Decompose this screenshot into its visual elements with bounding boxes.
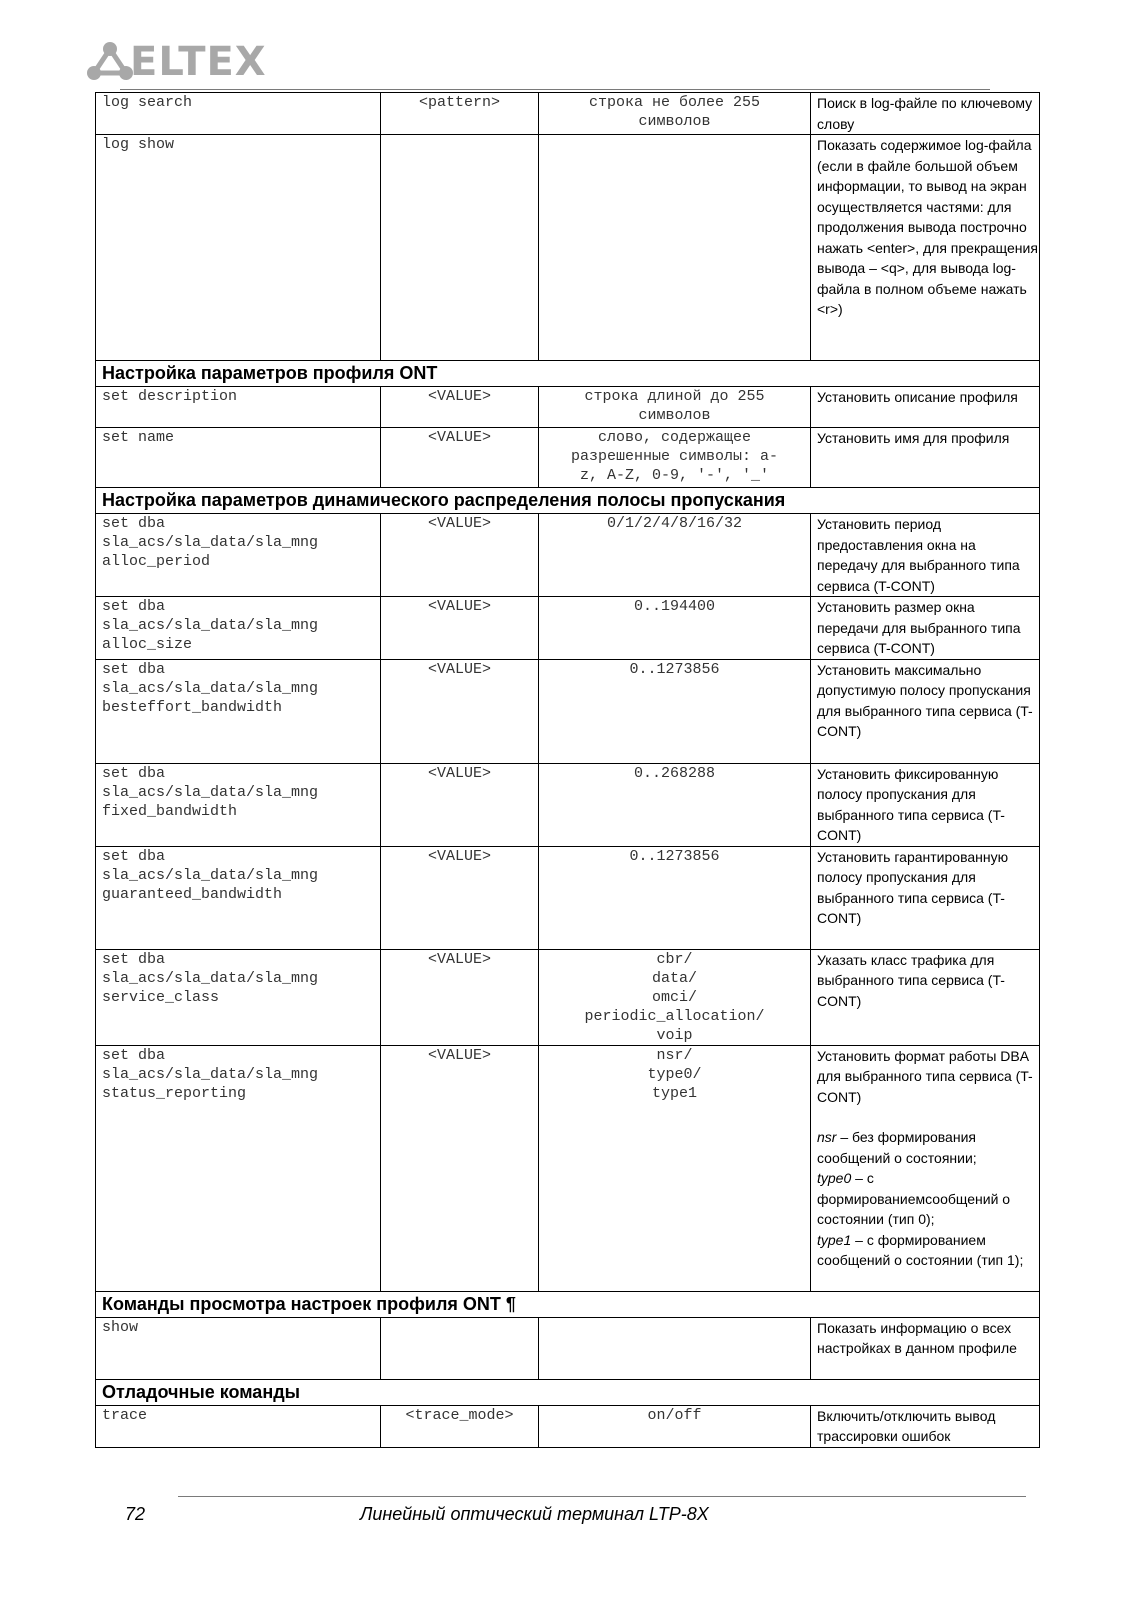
eltex-logo-text: ELTEX	[130, 39, 267, 85]
value-cell: 0..1273856	[539, 659, 811, 763]
param-cell	[381, 135, 539, 361]
description-cell: Установить размер окна передачи для выбранного типа сервиса (T-CONT)	[811, 597, 1040, 660]
command-cell: show	[96, 1317, 381, 1379]
value-cell: слово, содержащее разрешенные символы: a- z, A-Z, 0-9, '-', '_'	[539, 428, 811, 488]
description-cell: Указать класс трафика для выбранного типа сервиса (T-CONT)	[811, 949, 1040, 1045]
command-cell: set dba sla_acs/sla_data/sla_mng fixed_bandwidth	[96, 763, 381, 846]
description-cell: Установить период предоставления окна на передачу для выбранного типа сервиса (T-CONT)	[811, 514, 1040, 597]
value-cell: 0..1273856	[539, 846, 811, 949]
section-row	[96, 361, 1040, 387]
description-cell: Установить фиксированную полосу пропускания для выбранного типа сервиса (T-CONT)	[811, 763, 1040, 846]
nsr-option	[817, 1127, 1039, 1168]
param-cell: <trace_mode>	[381, 1405, 539, 1447]
table-row	[96, 597, 1040, 660]
footer-rule	[178, 1496, 1026, 1497]
param-cell: <VALUE>	[381, 659, 539, 763]
command-cell: set description	[96, 387, 381, 428]
table-row	[96, 846, 1040, 949]
type1-key: type1	[817, 1231, 852, 1248]
param-cell: <VALUE>	[381, 763, 539, 846]
table-row	[96, 949, 1040, 1045]
value-cell	[539, 135, 811, 361]
eltex-logo	[86, 40, 286, 84]
value-cell: on/off	[539, 1405, 811, 1447]
type0-text: – с формированиемсообщений о состоянии (тип 0);	[817, 1170, 1011, 1227]
param-cell: <VALUE>	[381, 514, 539, 597]
status-reporting-intro: Установить формат работы DBA для выбранного типа сервиса (T-CONT)	[817, 1047, 1033, 1105]
table-row	[96, 1405, 1040, 1447]
table-row	[96, 387, 1040, 428]
command-cell: set dba sla_acs/sla_data/sla_mng alloc_period	[96, 514, 381, 597]
table-row	[96, 659, 1040, 763]
param-cell: <VALUE>	[381, 387, 539, 428]
param-cell: <VALUE>	[381, 597, 539, 660]
value-cell: 0..194400	[539, 597, 811, 660]
command-cell: log show	[96, 135, 381, 361]
table-row	[96, 428, 1040, 488]
table-row	[96, 1317, 1040, 1379]
param-cell: <VALUE>	[381, 1045, 539, 1291]
command-cell: log search	[96, 93, 381, 135]
type1-text: – с формированием сообщений о состоянии (тип 1);	[817, 1231, 1024, 1268]
section-row	[96, 1379, 1040, 1405]
value-cell: nsr/ type0/ type1	[539, 1045, 811, 1291]
section-row	[96, 1291, 1040, 1317]
description-cell: Включить/отключить вывод трассировки ошибок	[811, 1405, 1040, 1447]
command-cell: trace	[96, 1405, 381, 1447]
value-cell: cbr/ data/ omci/ periodic_allocation/ voip	[539, 949, 811, 1045]
param-cell: <pattern>	[381, 93, 539, 135]
section-heading: Отладочные команды	[96, 1379, 1040, 1405]
value-cell: строка не более 255 символов	[539, 93, 811, 135]
value-cell	[539, 1317, 811, 1379]
param-cell: <VALUE>	[381, 428, 539, 488]
description-cell: Показать содержимое log-файла (если в файле большой объем информации, то вывод на экран осуществляется частями: для продолжения вывода построчно нажать <enter>, для прекращения вывода – <q>, для вывода log-файла в полном объеме нажать <r>)	[811, 135, 1040, 361]
type0-key: type0	[817, 1170, 852, 1186]
table-row	[96, 135, 1040, 361]
header-rule	[120, 89, 990, 90]
table-row	[96, 514, 1040, 597]
param-cell	[381, 1317, 539, 1379]
param-cell: <VALUE>	[381, 949, 539, 1045]
nsr-text: – без формирования сообщений о состоянии;	[817, 1129, 977, 1166]
command-cell: set dba sla_acs/sla_data/sla_mng guaranteed_bandwidth	[96, 846, 381, 949]
nsr-key: nsr	[817, 1129, 837, 1145]
section-row	[96, 488, 1040, 514]
command-cell: set dba sla_acs/sla_data/sla_mng besteffort_bandwidth	[96, 659, 381, 763]
description-cell: Установить максимально допустимую полосу пропускания для выбранного типа сервиса (T-CONT)	[811, 659, 1040, 763]
description-cell: Установить гарантированную полосу пропускания для выбранного типа сервиса (T-CONT)	[811, 846, 1040, 949]
description-cell: Показать информацию о всех настройках в данном профиле	[811, 1317, 1040, 1379]
section-heading: Настройка параметров профиля ONT	[96, 361, 1040, 387]
page-number: 72	[125, 1504, 146, 1524]
eltex-logo-icon	[86, 40, 134, 84]
description-cell: Установить описание профиля	[811, 387, 1040, 428]
section-heading: Команды просмотра настроек профиля ONT ¶	[96, 1291, 1040, 1317]
description-cell	[811, 1045, 1040, 1291]
type1-option	[817, 1230, 1039, 1271]
table-row	[96, 1045, 1040, 1291]
command-table	[95, 92, 1040, 1448]
value-cell: 0..268288	[539, 763, 811, 846]
type0-option	[817, 1168, 1039, 1230]
description-cell: Установить имя для профиля	[811, 428, 1040, 488]
command-cell: set name	[96, 428, 381, 488]
value-cell: 0/1/2/4/8/16/32	[539, 514, 811, 597]
footer-title: Линейный оптический терминал LTP-8X	[360, 1504, 709, 1524]
table-row	[96, 763, 1040, 846]
param-cell: <VALUE>	[381, 846, 539, 949]
command-cell: set dba sla_acs/sla_data/sla_mng alloc_size	[96, 597, 381, 660]
command-cell: set dba sla_acs/sla_data/sla_mng service_class	[96, 949, 381, 1045]
command-cell: set dba sla_acs/sla_data/sla_mng status_reporting	[96, 1045, 381, 1291]
table-row	[96, 93, 1040, 135]
description-cell: Поиск в log-файле по ключевому слову	[811, 93, 1040, 135]
section-heading: Настройка параметров динамического распределения полосы пропускания	[96, 488, 1040, 514]
value-cell: строка длиной до 255 символов	[539, 387, 811, 428]
